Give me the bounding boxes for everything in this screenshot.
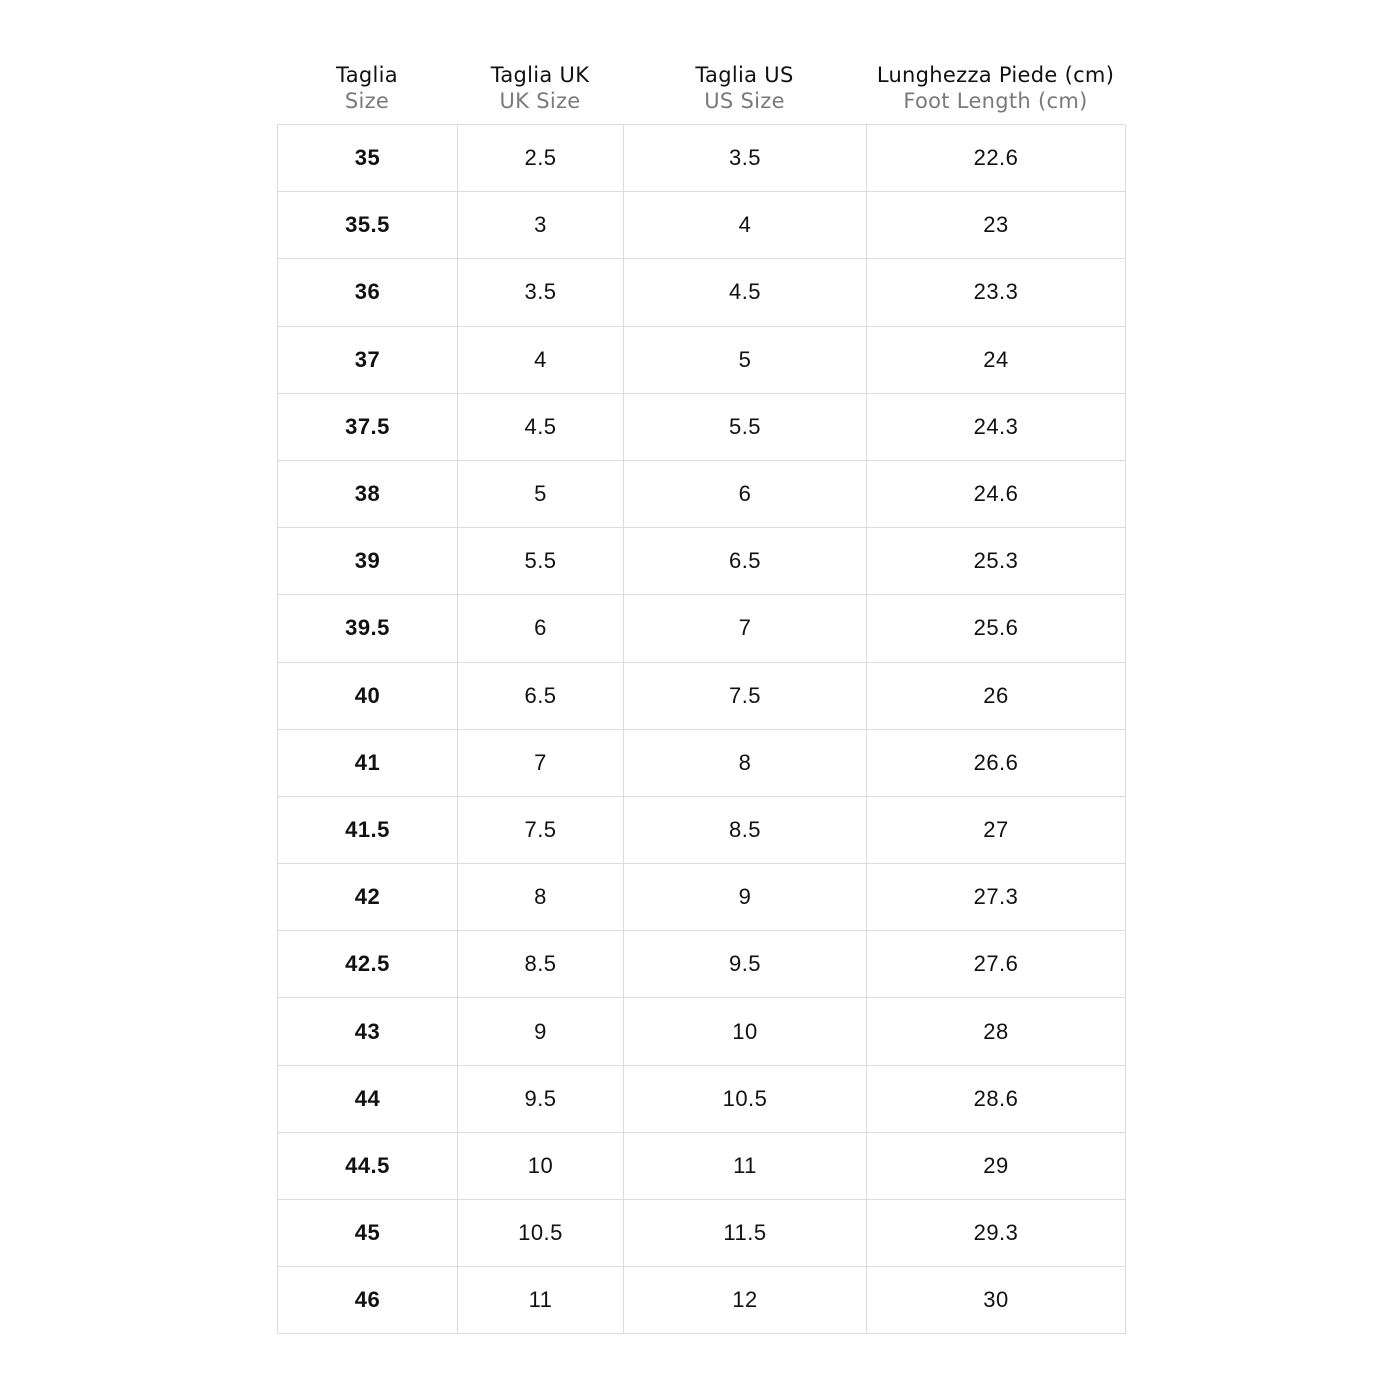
us-size-cell: 6.5 <box>624 528 867 595</box>
foot-length-cell: 22.6 <box>867 125 1126 192</box>
eu-size-cell: 42.5 <box>278 931 458 998</box>
uk-size-cell: 6.5 <box>458 663 624 730</box>
eu-size-cell: 41 <box>278 730 458 797</box>
eu-size-cell: 37.5 <box>278 394 458 461</box>
foot-length-cell: 25.3 <box>867 528 1126 595</box>
header-us-size-english: US Size <box>704 89 785 113</box>
header-uk-size-english: UK Size <box>499 89 581 113</box>
header-foot-length <box>866 58 1125 124</box>
header-size <box>277 58 457 124</box>
us-size-cell: 3.5 <box>624 125 867 192</box>
uk-size-cell: 7.5 <box>458 797 624 864</box>
eu-size-cell: 45 <box>278 1200 458 1267</box>
table-row <box>278 125 1125 192</box>
us-size-cell: 10 <box>624 998 867 1065</box>
header-foot-length-english: Foot Length (cm) <box>903 89 1088 113</box>
us-size-cell: 9.5 <box>624 931 867 998</box>
us-size-cell: 8 <box>624 730 867 797</box>
size-chart <box>277 58 1125 1334</box>
foot-length-cell: 24.6 <box>867 461 1126 528</box>
eu-size-cell: 35.5 <box>278 192 458 259</box>
uk-size-cell: 6 <box>458 595 624 662</box>
table-row <box>278 394 1125 461</box>
foot-length-cell: 26 <box>867 663 1126 730</box>
us-size-cell: 4.5 <box>624 259 867 326</box>
foot-length-cell: 24.3 <box>867 394 1126 461</box>
uk-size-cell: 8 <box>458 864 624 931</box>
us-size-cell: 7 <box>624 595 867 662</box>
uk-size-cell: 5 <box>458 461 624 528</box>
table-row <box>278 663 1125 730</box>
foot-length-cell: 27.6 <box>867 931 1126 998</box>
foot-length-cell: 28 <box>867 998 1126 1065</box>
foot-length-cell: 29 <box>867 1133 1126 1200</box>
us-size-cell: 12 <box>624 1267 867 1334</box>
table-row <box>278 461 1125 528</box>
uk-size-cell: 10 <box>458 1133 624 1200</box>
uk-size-cell: 3 <box>458 192 624 259</box>
foot-length-cell: 27 <box>867 797 1126 864</box>
uk-size-cell: 11 <box>458 1267 624 1334</box>
uk-size-cell: 5.5 <box>458 528 624 595</box>
eu-size-cell: 41.5 <box>278 797 458 864</box>
us-size-cell: 9 <box>624 864 867 931</box>
uk-size-cell: 9 <box>458 998 624 1065</box>
header-size-italian: Taglia <box>336 63 398 87</box>
uk-size-cell: 3.5 <box>458 259 624 326</box>
eu-size-cell: 40 <box>278 663 458 730</box>
header-us-size <box>623 58 866 124</box>
table-row <box>278 730 1125 797</box>
header-size-english: Size <box>344 89 390 113</box>
header-uk-size <box>457 58 623 124</box>
foot-length-cell: 24 <box>867 327 1126 394</box>
foot-length-cell: 30 <box>867 1267 1126 1334</box>
size-table <box>277 124 1125 1334</box>
uk-size-cell: 4 <box>458 327 624 394</box>
uk-size-cell: 4.5 <box>458 394 624 461</box>
eu-size-cell: 39 <box>278 528 458 595</box>
eu-size-cell: 36 <box>278 259 458 326</box>
table-row <box>278 528 1125 595</box>
eu-size-cell: 42 <box>278 864 458 931</box>
header-foot-length-italian: Lunghezza Piede (cm) <box>876 63 1115 87</box>
header-uk-size-italian: Taglia UK <box>490 63 590 87</box>
us-size-cell: 11 <box>624 1133 867 1200</box>
table-row <box>278 259 1125 326</box>
table-row <box>278 1200 1125 1267</box>
table-row <box>278 327 1125 394</box>
eu-size-cell: 43 <box>278 998 458 1065</box>
us-size-cell: 11.5 <box>624 1200 867 1267</box>
foot-length-cell: 29.3 <box>867 1200 1126 1267</box>
foot-length-cell: 26.6 <box>867 730 1126 797</box>
table-row <box>278 998 1125 1065</box>
header-us-size-italian: Taglia US <box>695 63 794 87</box>
us-size-cell: 5 <box>624 327 867 394</box>
foot-length-cell: 25.6 <box>867 595 1126 662</box>
eu-size-cell: 37 <box>278 327 458 394</box>
table-row <box>278 1133 1125 1200</box>
us-size-cell: 10.5 <box>624 1066 867 1133</box>
uk-size-cell: 10.5 <box>458 1200 624 1267</box>
us-size-cell: 5.5 <box>624 394 867 461</box>
table-row <box>278 864 1125 931</box>
table-row <box>278 1267 1125 1334</box>
eu-size-cell: 44.5 <box>278 1133 458 1200</box>
size-chart-header <box>277 58 1125 124</box>
table-row <box>278 192 1125 259</box>
foot-length-cell: 23.3 <box>867 259 1126 326</box>
uk-size-cell: 2.5 <box>458 125 624 192</box>
eu-size-cell: 46 <box>278 1267 458 1334</box>
uk-size-cell: 7 <box>458 730 624 797</box>
us-size-cell: 6 <box>624 461 867 528</box>
table-row <box>278 1066 1125 1133</box>
foot-length-cell: 28.6 <box>867 1066 1126 1133</box>
table-row <box>278 931 1125 998</box>
eu-size-cell: 38 <box>278 461 458 528</box>
table-row <box>278 595 1125 662</box>
eu-size-cell: 44 <box>278 1066 458 1133</box>
us-size-cell: 8.5 <box>624 797 867 864</box>
foot-length-cell: 23 <box>867 192 1126 259</box>
table-row <box>278 797 1125 864</box>
eu-size-cell: 35 <box>278 125 458 192</box>
eu-size-cell: 39.5 <box>278 595 458 662</box>
uk-size-cell: 8.5 <box>458 931 624 998</box>
uk-size-cell: 9.5 <box>458 1066 624 1133</box>
foot-length-cell: 27.3 <box>867 864 1126 931</box>
us-size-cell: 7.5 <box>624 663 867 730</box>
us-size-cell: 4 <box>624 192 867 259</box>
